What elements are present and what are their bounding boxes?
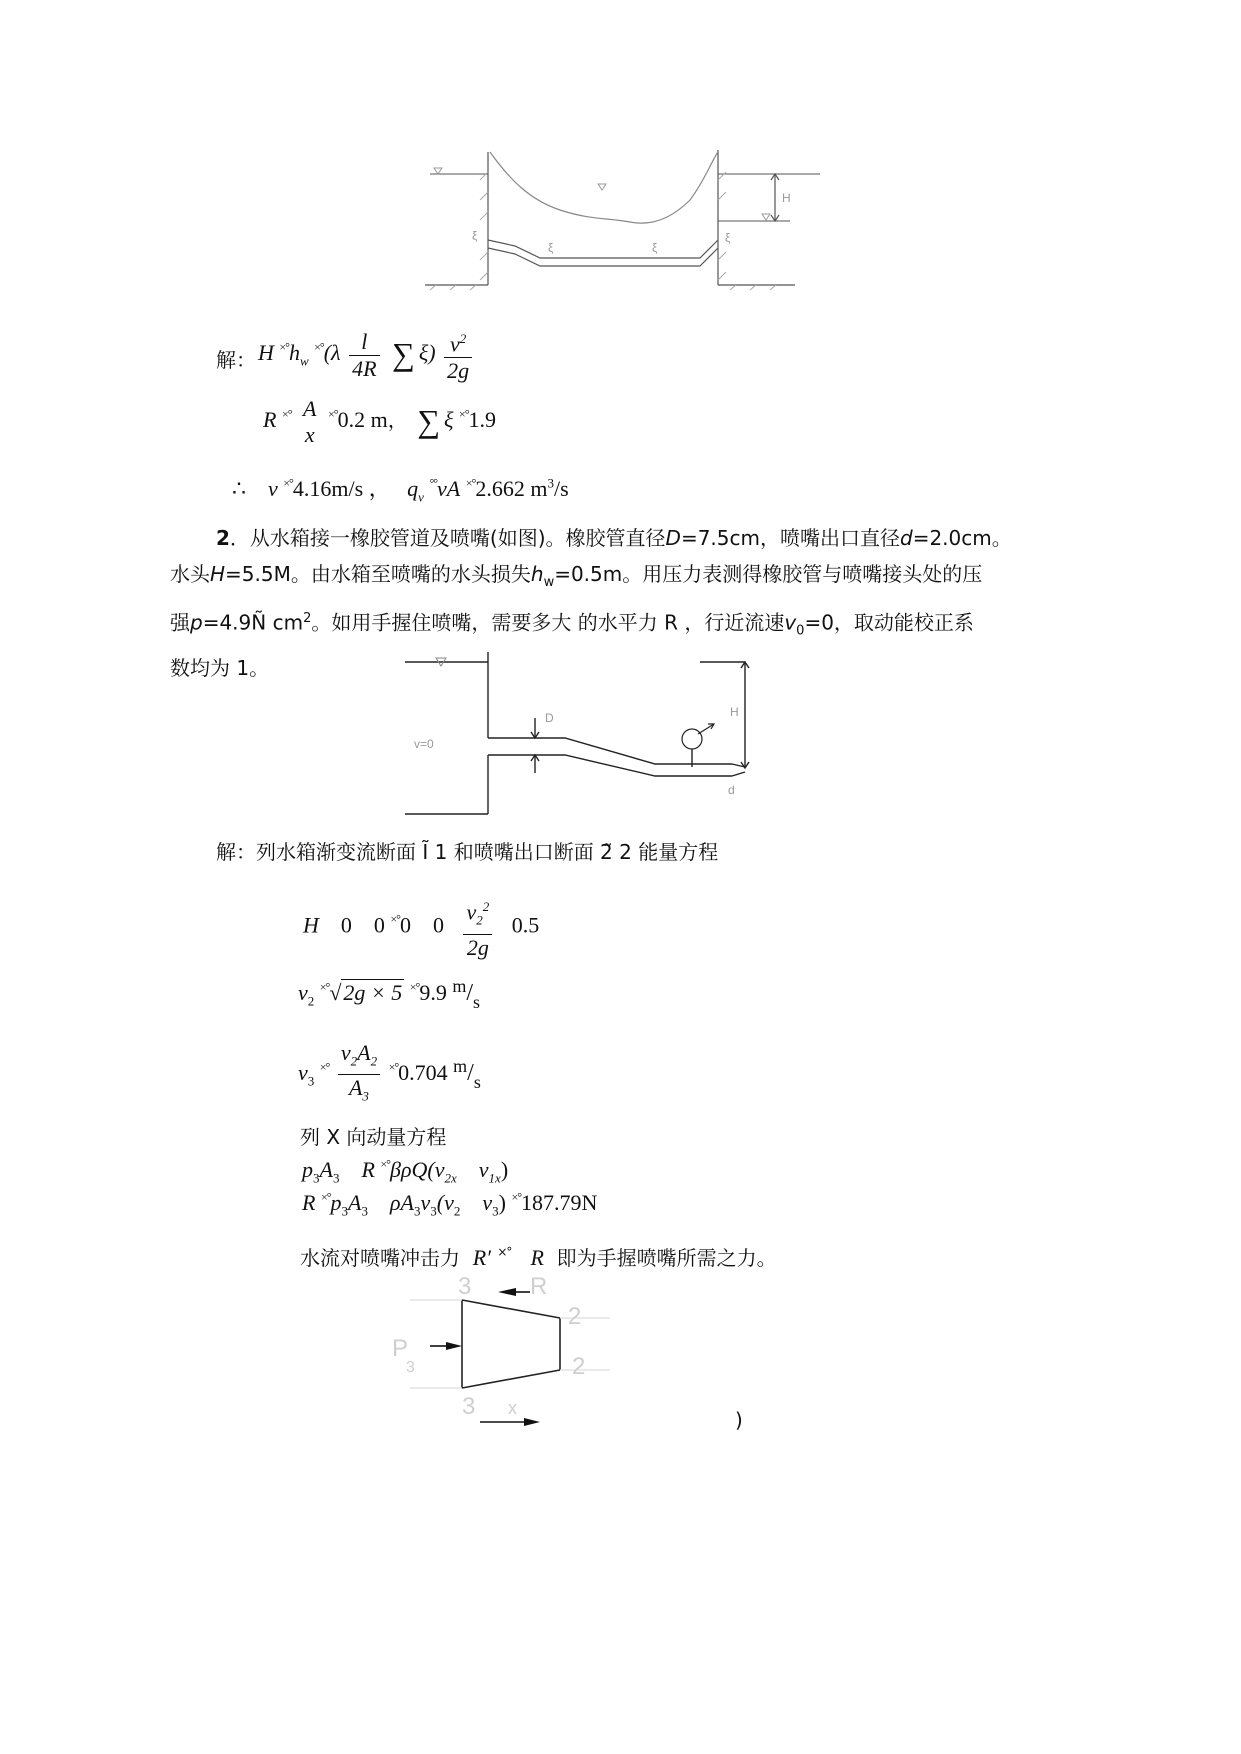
eq-symbol: (v <box>436 1190 454 1215</box>
eq-superscript: 2 <box>482 899 490 914</box>
eq-fraction-num <box>463 894 492 935</box>
eq-value: 0 <box>399 912 411 938</box>
fig3-label-p-sub: 3 <box>406 1359 415 1376</box>
eq-value: 0.5 <box>511 912 540 938</box>
eq-symbol: ) <box>500 1157 509 1182</box>
eq-symbol: A <box>348 1075 363 1101</box>
garbled-glyph: ×° <box>388 1059 399 1074</box>
eq-value: 0.2 m <box>337 407 388 433</box>
eq-fraction-num: A <box>303 396 317 421</box>
eq-symbol: ξ) <box>418 340 436 366</box>
problem-text: =2.0cm。 <box>912 526 1012 550</box>
eq-subscript: 3 <box>332 1170 340 1186</box>
eq-value: 0 <box>373 912 385 938</box>
eq-value: 0 <box>432 912 444 938</box>
unit-numerator: m <box>453 1055 468 1076</box>
eq-subscript: 3 <box>341 1203 349 1219</box>
fig2-label-d-upper: D <box>545 711 554 725</box>
eq-value: 2.662 m <box>475 476 548 501</box>
eq-subscript: v <box>418 489 424 505</box>
eq-value: 4.16m/s <box>292 476 364 501</box>
problem-symbol: v <box>784 610 797 635</box>
eq-fraction-den: 2g <box>447 358 470 384</box>
therefore-symbol: ∴ <box>232 476 246 501</box>
eq-symbol: v <box>340 1040 351 1065</box>
eq-symbol: v <box>478 1157 489 1182</box>
unit-denominator: s <box>473 1071 481 1092</box>
garbled-glyph: ×° <box>279 340 289 355</box>
eq-fraction-den: 2g <box>466 934 489 960</box>
figure-1-channel-diagram <box>420 140 830 300</box>
eq-value: 187.79N <box>521 1190 598 1215</box>
garbled-glyph: ×° <box>319 1059 330 1074</box>
momentum-equation-title: 列 X 向动量方程 <box>300 1125 447 1149</box>
fig2-label-v0: v=0 <box>414 737 434 751</box>
eq-symbol: v <box>298 980 308 1005</box>
eq-subscript: 2 <box>370 1053 378 1069</box>
eq-symbol: R <box>263 407 277 433</box>
garbled-glyph: ×° <box>314 340 324 355</box>
eq-subscript: 3 <box>307 1073 315 1089</box>
problem-text: 数均为 1。 <box>170 655 270 680</box>
eq-symbol: vA <box>437 476 461 501</box>
eq-subscript: 3 <box>492 1203 499 1219</box>
eq-symbol: R <box>361 1157 375 1182</box>
eq-subscript: 3 <box>413 1203 421 1219</box>
eq-fraction-den <box>338 1075 380 1109</box>
eq-symbol: q <box>407 476 419 501</box>
eq-subscript: 2 <box>453 1203 461 1219</box>
eq-symbol: ρA <box>389 1190 414 1215</box>
solution-1-equation-2 <box>263 396 496 448</box>
fig2-label-h: H <box>730 705 739 719</box>
garbled-glyph: ×° <box>409 980 420 994</box>
problem-symbol: h <box>530 562 544 586</box>
garbled-glyph: ×° <box>465 476 476 490</box>
eq-subscript: 3 <box>430 1203 437 1219</box>
eq-subscript: 2 <box>307 993 315 1009</box>
eq-symbol: v <box>268 476 278 501</box>
unit-denominator: s <box>473 992 481 1012</box>
garbled-glyph: ×° <box>283 476 293 490</box>
eq-symbol: h <box>288 340 300 366</box>
solution-1-equation-3 <box>232 472 569 505</box>
eq-subscript: 3 <box>361 1203 368 1219</box>
fig3-label-right-2a: 2 <box>568 1303 582 1330</box>
solution-2-momentum-equation <box>302 1157 508 1186</box>
eq-unit: /s <box>553 476 569 501</box>
garbled-glyph: ×° <box>380 1157 390 1171</box>
solution-2-velocity-v2: $v_2$ ×°√2g × 5 ×°9.9 $^m/_s$ <box>298 976 481 1012</box>
garbled-glyph: ×° <box>327 407 338 422</box>
garbled-glyph: ×° <box>281 407 292 422</box>
fig1-label-h: H <box>782 191 791 205</box>
problem-text: =4.9Ñ cm <box>202 610 304 635</box>
eq-value: 9.9 <box>419 980 447 1005</box>
eq-fraction-num <box>338 1040 380 1075</box>
problem-text: =5.5M。由水箱至喷嘴的水头损失 <box>225 562 531 586</box>
eq-symbol: R <box>302 1190 316 1215</box>
conclusion-text: 即为手握喷嘴所需之力。 <box>556 1246 777 1270</box>
eq-fraction-num <box>444 326 472 358</box>
garbled-glyph: ×° <box>458 407 469 422</box>
eq-subscript: 2 <box>350 1053 358 1069</box>
fig3-label-p: P <box>392 1335 409 1362</box>
problem-symbol: D <box>665 526 681 550</box>
garbled-glyph: ×° <box>320 1190 331 1204</box>
problem-text: 。如用手握住喷嘴，需要多大 的水平力 R ，行近流速 <box>311 610 785 635</box>
solution-1-equation-1 <box>258 326 475 384</box>
fig1-label-xi-left: ξ <box>472 229 478 243</box>
eq-subscript: 3 <box>362 1088 369 1104</box>
eq-radicand: 2g × 5 <box>343 980 403 1005</box>
eq-symbol: (λ <box>323 340 341 366</box>
eq-subscript: w <box>299 353 309 369</box>
problem-subscript: w <box>543 575 555 590</box>
eq-symbol: ξ <box>444 407 454 433</box>
eq-superscript: 3 <box>547 475 554 491</box>
eq-symbol: H <box>303 912 319 938</box>
eq-subscript: 2 <box>476 912 483 928</box>
sqrt-symbol: √ <box>329 980 342 1005</box>
eq-value: 0 <box>340 912 352 938</box>
eq-separator: ， <box>368 476 391 501</box>
eq-subscript: 2x <box>444 1170 457 1186</box>
solution-2-force-result <box>302 1190 597 1219</box>
eq-fraction-den: 4R <box>352 355 377 381</box>
problem-text: =0.5m。用压力表测得橡胶管与喷嘴接头处的压 <box>554 562 983 586</box>
sum-symbol: ∑ <box>392 336 415 373</box>
fig1-label-xi2: ξ <box>652 241 658 255</box>
fig3-label-top-3: 3 <box>458 1273 472 1300</box>
solution-2-conclusion <box>300 1242 777 1271</box>
problem-symbol: H <box>210 562 226 586</box>
figure-3-control-volume-diagram <box>380 1270 620 1440</box>
eq-symbol: v <box>482 1190 493 1215</box>
eq-symbol: p <box>330 1190 342 1215</box>
problem-symbol: d <box>899 526 913 550</box>
eq-symbol: v <box>466 899 477 925</box>
garbled-glyph: ×° <box>319 980 330 994</box>
garbled-glyph: °° <box>429 476 438 490</box>
eq-subscript: 1x <box>488 1170 501 1186</box>
sum-symbol: ∑ <box>417 403 440 440</box>
eq-symbol: R′ <box>472 1245 491 1270</box>
eq-symbol: H <box>258 340 274 366</box>
garbled-glyph: ×° <box>497 1245 512 1259</box>
solution-2-velocity-v3: $v_3$ ×° $\frac{v_2A_2}{A_3}$ ×°0.704 $^m/_s$ <box>298 1040 481 1110</box>
eq-fraction-num: l <box>349 329 379 356</box>
problem-text: ．从水箱接一橡胶管道及喷嘴(如图)。橡胶管直径 <box>229 526 666 550</box>
problem-text: =0，取动能校正系 <box>804 610 974 635</box>
fig3-label-right-2b: 2 <box>572 1353 586 1380</box>
eq-symbol: ) <box>498 1190 506 1215</box>
garbled-glyph: ×° <box>511 1190 522 1204</box>
fig2-label-d: d <box>728 783 735 797</box>
closing-parenthesis: ) <box>735 1408 743 1432</box>
problem-symbol: p <box>190 610 203 635</box>
eq-fraction-den: x <box>304 422 315 447</box>
eq-symbol: R <box>530 1245 544 1270</box>
problem-number: 2 <box>216 526 230 550</box>
conclusion-text: 水流对喷嘴冲击力 <box>300 1246 460 1270</box>
problem-subscript: 0 <box>796 623 805 639</box>
solution-2-energy-equation <box>303 894 539 961</box>
eq-subscript: 3 <box>313 1170 320 1186</box>
eq-symbol: v <box>298 1059 308 1085</box>
problem-text: =7.5cm，喷嘴出口直径 <box>680 526 900 550</box>
eq-symbol: v <box>449 331 460 357</box>
eq-symbol: A <box>357 1040 371 1065</box>
eq-symbol: A <box>319 1157 333 1182</box>
eq-symbol: A <box>348 1190 362 1215</box>
garbled-glyph: ×° <box>390 912 400 927</box>
eq-value: 1.9 <box>468 407 496 433</box>
fig3-label-bottom-3: 3 <box>462 1393 476 1420</box>
problem-text: 强 <box>170 610 190 635</box>
fig3-label-r: R <box>530 1273 548 1300</box>
fig3-label-x: x <box>508 1398 517 1418</box>
fig1-label-xi1: ξ <box>548 241 554 255</box>
solution-1-label: 解： <box>216 348 256 372</box>
problem-text: 水头 <box>170 562 210 586</box>
eq-value: 0.704 <box>398 1059 448 1085</box>
solution-2-intro: 解：列水箱渐变流断面 Ĩ 1 和喷嘴出口断面 2̃ 2 能量方程 <box>216 840 719 864</box>
eq-symbol: βρQ(v <box>389 1157 445 1182</box>
eq-separator: ， <box>387 408 408 433</box>
figure-2-tank-nozzle-diagram <box>400 648 780 820</box>
fig1-label-xi-right: ξ <box>725 231 731 245</box>
eq-superscript: 2 <box>459 331 467 346</box>
eq-symbol: p <box>302 1157 313 1182</box>
eq-symbol: v <box>420 1190 431 1215</box>
problem-superscript: 2 <box>303 611 312 626</box>
unit-numerator: m <box>452 976 467 996</box>
